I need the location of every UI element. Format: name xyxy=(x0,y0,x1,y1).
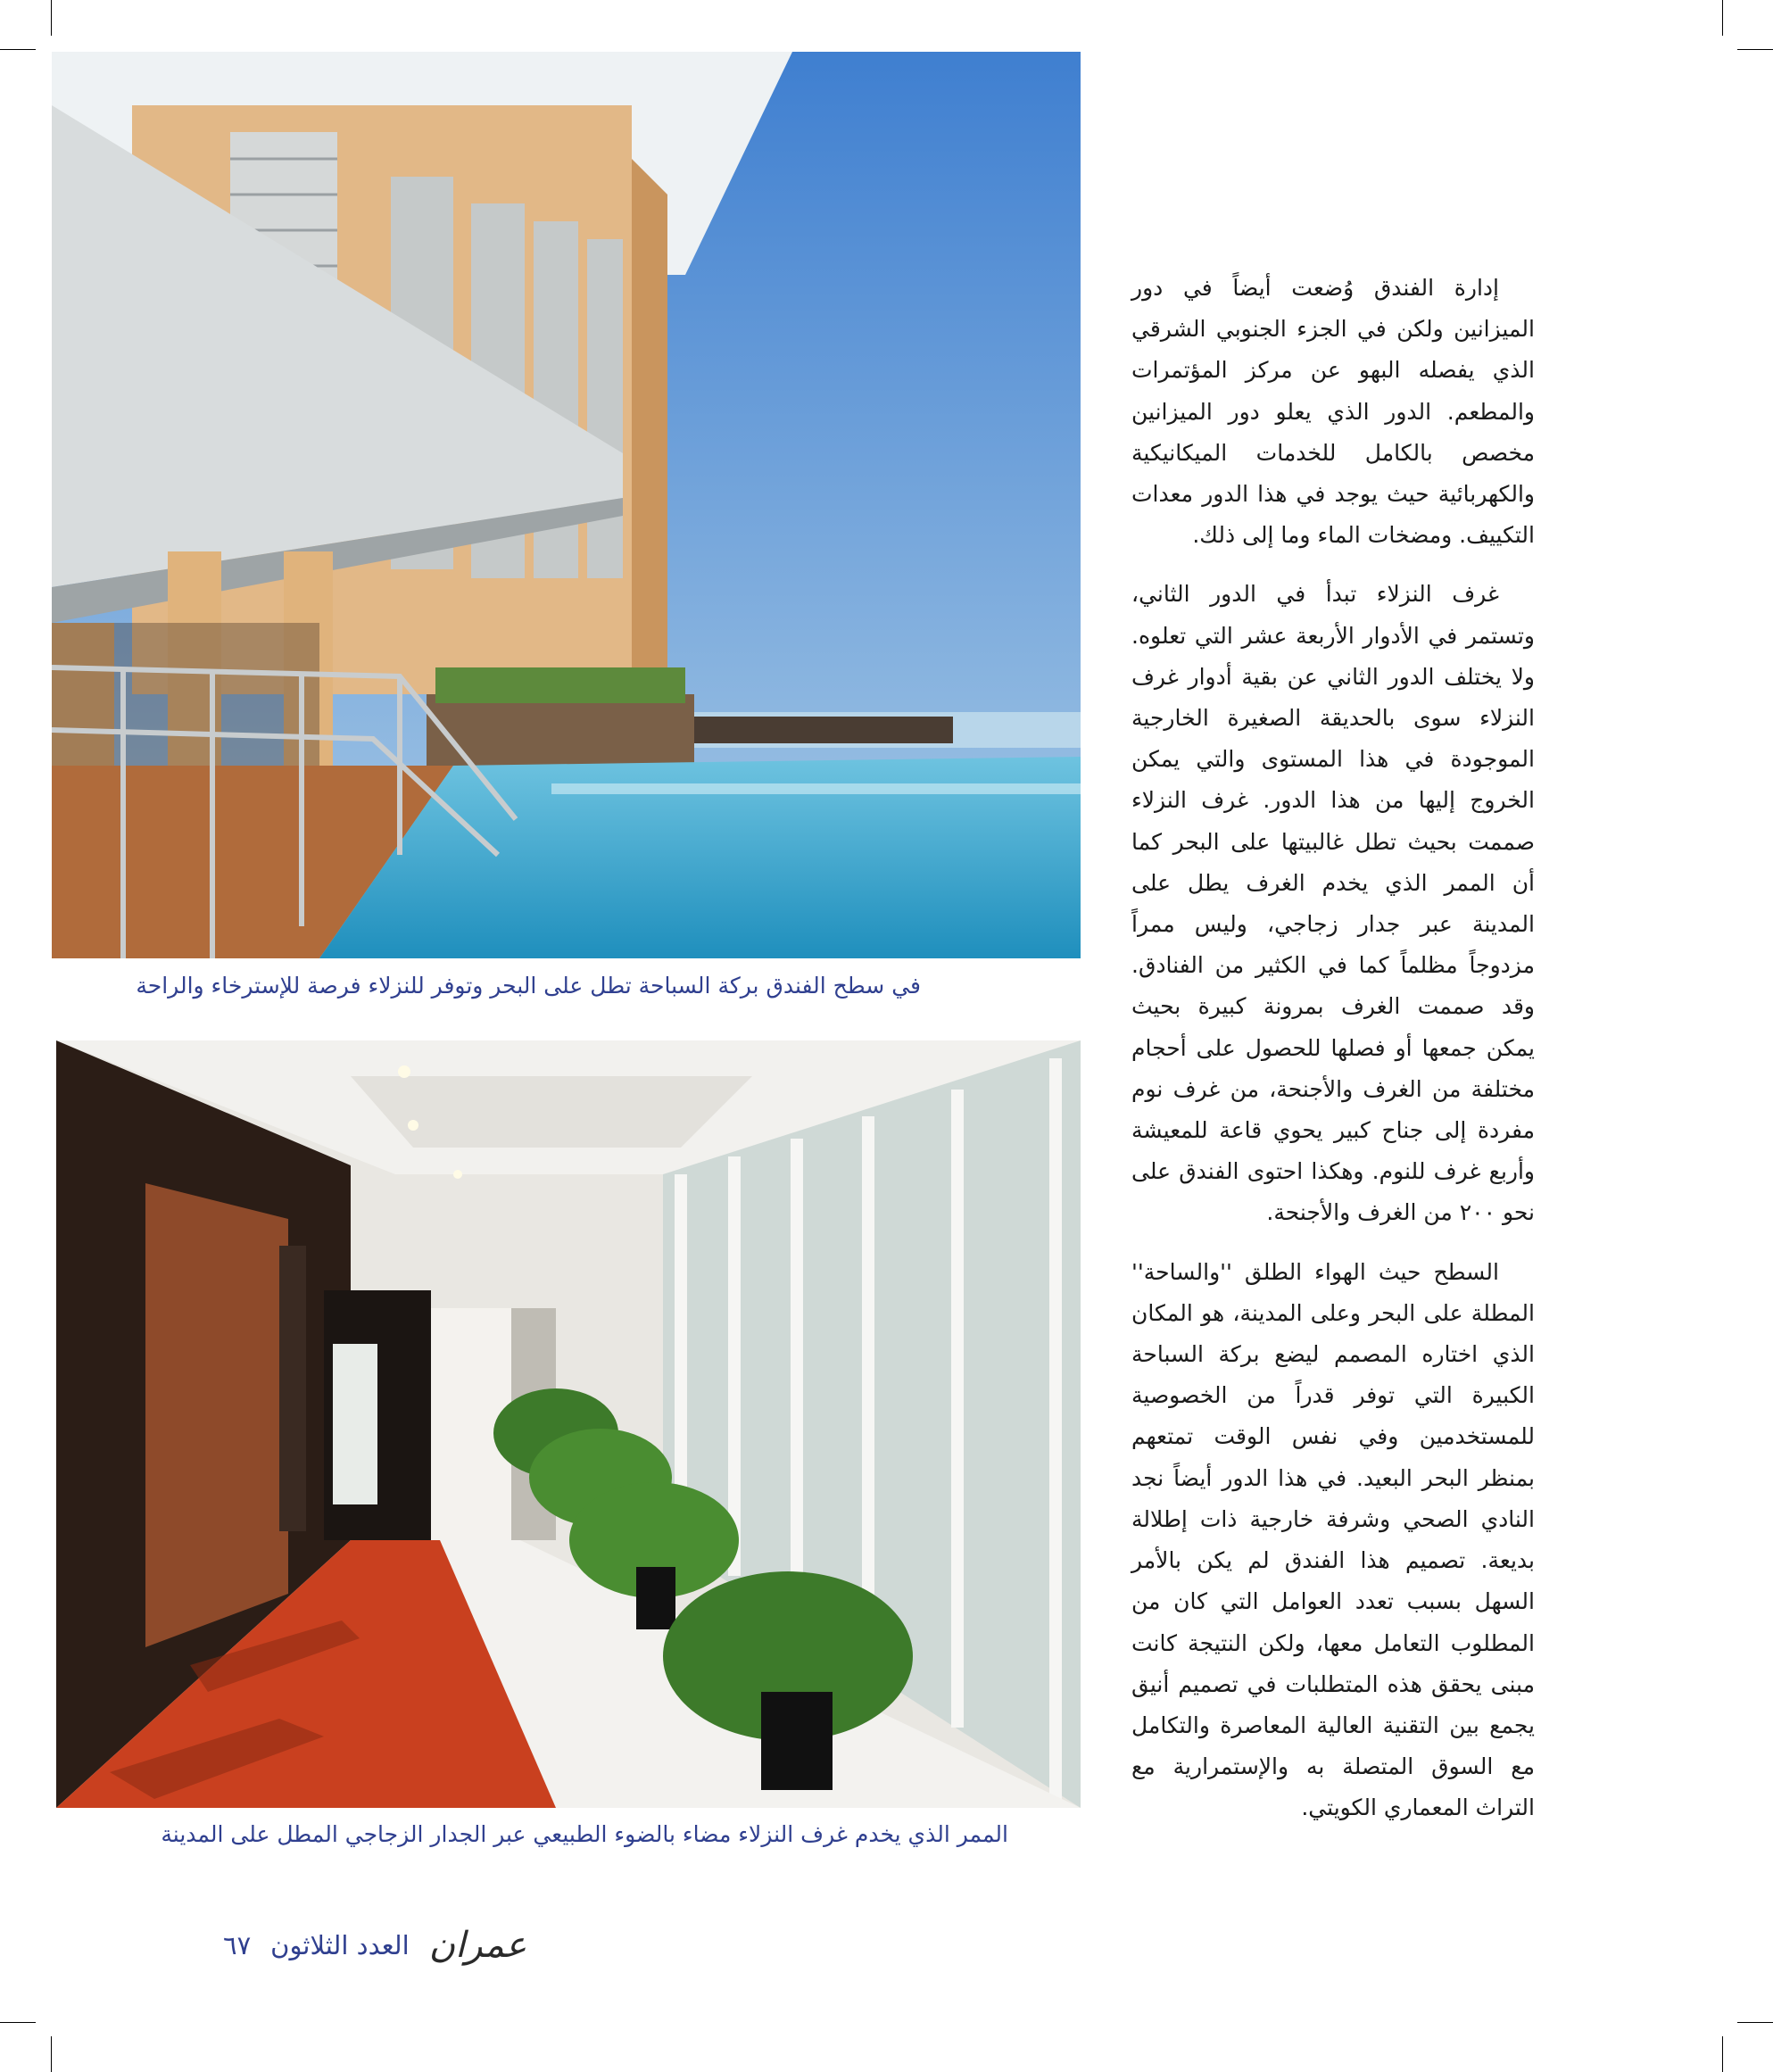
figure-caption: الممر الذي يخدم غرف النزلاء مضاء بالضوء الطبيعي عبر الجدار الزجاجي المطل على المدينة xyxy=(161,1821,1008,1847)
page-footer xyxy=(223,1923,526,1968)
corridor-photo xyxy=(56,1040,1081,1808)
crop-mark xyxy=(51,2036,52,2072)
paragraph: إدارة الفندق وُضعت أيضاً في دور الميزانين ولكن في الجزء الجنوبي الشرقي الذي يفصله البهو عن مركز المؤتمرات والمطعم. الدور الذي يعلو دور الميزانين مخصص بالكامل للخدمات الميكانيكية والكهربائية حيث يوجد في هذا الدور معدات التكييف. ومضخات الماء وما إلى ذلك. xyxy=(1131,275,1535,549)
crop-mark xyxy=(1722,0,1723,36)
crop-mark xyxy=(0,49,36,50)
crop-mark xyxy=(51,0,52,36)
issue-label: العدد الثلاثون xyxy=(270,1930,410,1960)
crop-mark xyxy=(1722,2036,1723,2072)
figure-caption: في سطح الفندق بركة السباحة تطل على البحر وتوفر للنزلاء فرصة للإسترخاء والراحة xyxy=(136,973,921,999)
page-number: ٦٧ xyxy=(223,1930,252,1960)
rooftop-pool-photo xyxy=(52,52,1081,958)
paragraph: غرف النزلاء تبدأ في الدور الثاني، وتستمر في الأدوار الأربعة عشر التي تعلوه. ولا يختلف الدور الثاني عن بقية أدوار غرف النزلاء سوى بالحديقة الصغيرة الخارجية الموجودة في هذا المستوى والتي يمكن الخروج إليها من هذا الدور. غرف النزلاء صممت بحيث تطل غالبيتها على البحر كما أن الممر الذي يخدم الغرف يطل على المدينة عبر جدار زجاجي، وليس ممراً مزدوجاً مظلماً كما في الكثير من الفنادق. وقد صممت الغرف بمرونة كبيرة بحيث يمكن جمعها أو فصلها للحصول على أحجام مختلفة من الغرف والأجنحة، من غرف نوم مفردة إلى جناح كبير يحوي قاعة للمعيشة وأربع غرف للنوم. وهكذا احتوى الفندق على نحو ٢٠٠ من الغرف والأجنحة. xyxy=(1131,581,1535,1226)
crop-mark xyxy=(1737,2022,1773,2023)
article-body xyxy=(1131,268,1535,1847)
magazine-logo: عمران xyxy=(428,1925,527,1966)
paragraph: السطح حيث الهواء الطلق ''والساحة'' المطلة على البحر وعلى المدينة، هو المكان الذي اختاره المصمم ليضع بركة السباحة الكبيرة التي توفر قدراً من الخصوصية للمستخدمين وفي نفس الوقت تمتعهم بمنظر البحر البعيد. في هذا الدور أيضاً نجد النادي الصحي وشرفة خارجية ذات إطلالة بديعة. تصميم هذا الفندق لم يكن بالأمر السهل بسبب تعدد العوامل التي كان من المطلوب التعامل معها، ولكن النتيجة كانت مبنى يحقق هذه المتطلبات في تصميم أنيق يجمع بين التقنية العالية المعاصرة والتكامل مع السوق المتصلة به والإستمرارية مع التراث المعماري الكويتي. xyxy=(1131,1258,1535,1821)
crop-mark xyxy=(0,2022,36,2023)
crop-mark xyxy=(1737,49,1773,50)
